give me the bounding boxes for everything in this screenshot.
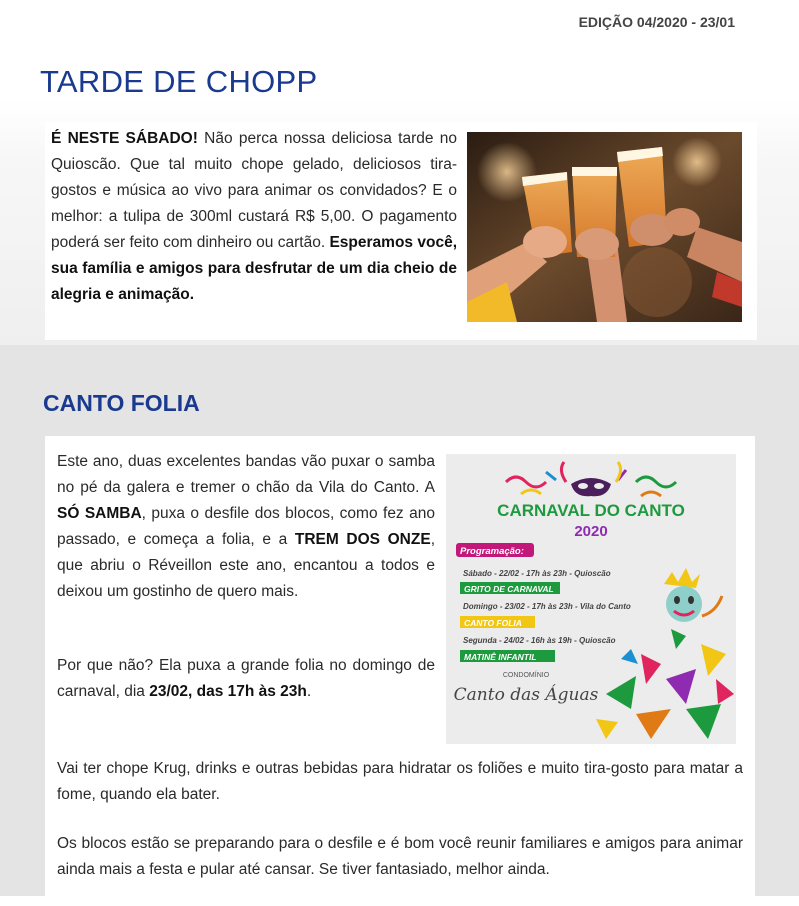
edition-label: EDIÇÃO 04/2020 - 23/01 (578, 14, 735, 30)
section-title-canto-folia: CANTO FOLIA (43, 390, 200, 416)
paragraph-drinks: Vai ter chope Krug, drinks e outras bebidas para hidratar os foliões e muito tira-gosto para matar a fome, quando ela bater. (57, 760, 743, 803)
article-text-chopp (51, 126, 457, 308)
event-2-tag: CANTO FOLIA (464, 618, 522, 628)
event-1-when: Sábado - 22/02 - 17h às 23h - Quioscão (463, 569, 611, 578)
paragraph-text: Este ano, duas excelentes bandas vão puxar o samba no pé da galera e tremer o chão da Vila do Canto. A (57, 453, 435, 496)
carnival-poster (446, 454, 736, 744)
paragraph-bands (57, 449, 435, 605)
paragraph-blocos: Os blocos estão se preparando para o desfile e é bom você reunir familiares e amigos para animar ainda mais a festa e pular até cansar. Se tiver fantasiado, melhor ainda. (57, 835, 743, 878)
event-2-when: Domingo - 23/02 - 17h às 23h - Vila do Canto (463, 602, 631, 611)
event-1-tag: GRITO DE CARNAVAL (464, 584, 554, 594)
poster-year: 2020 (574, 523, 608, 540)
paragraph-text: , puxa o desfile dos blocos, como fez ano passado, e começa a folia, e a (57, 505, 435, 548)
article-card-canto-folia (45, 436, 755, 906)
article-card-chopp (45, 122, 757, 340)
closing-bold: Esperamos você, sua família e amigos para desfrutar de um dia cheio de alegria e animação. (51, 234, 458, 303)
event-3-when: Segunda - 24/02 - 16h às 19h - Quioscão (463, 636, 616, 645)
brand-small: CONDOMÍNIO (502, 672, 550, 679)
band-name-trem-dos-onze: TREM DOS ONZE (294, 531, 431, 548)
paragraph-date (57, 653, 435, 705)
carnival-poster-art (446, 454, 736, 744)
event-date-bold: 23/02, das 17h às 23h (149, 683, 307, 700)
beer-toast-illustration (467, 132, 742, 322)
lead-bold: É NESTE SÁBADO! (51, 130, 198, 147)
beer-toast-photo (467, 132, 742, 322)
section-title-tarde-de-chopp: TARDE DE CHOPP (40, 64, 318, 99)
event-3-tag: MATINÊ INFANTIL (464, 652, 537, 662)
paragraph-text: . (306, 683, 312, 700)
paragraph-text: , que abriu o Réveillon este ano, encantou a todos e deixou um gostinho de quero mais. (57, 531, 435, 600)
band-name-so-samba: SÓ SAMBA (57, 505, 142, 522)
article-body: Não perca nossa deliciosa tarde no Quioscão. Que tal muito chope gelado, deliciosos tira-gostos e música ao vivo para animar os convidados? E o melhor: a tulipa de 300ml custará R$ 5,00. O pagamento poderá ser feito com dinheiro ou cartão. (51, 130, 457, 251)
brand-logo: Canto das Águas (453, 685, 599, 705)
program-label: Programação: (460, 546, 524, 557)
paragraph-text: Por que não? Ela puxa a grande folia no domingo de carnaval, dia (57, 657, 435, 700)
poster-title: CARNAVAL DO CANTO (497, 501, 685, 520)
